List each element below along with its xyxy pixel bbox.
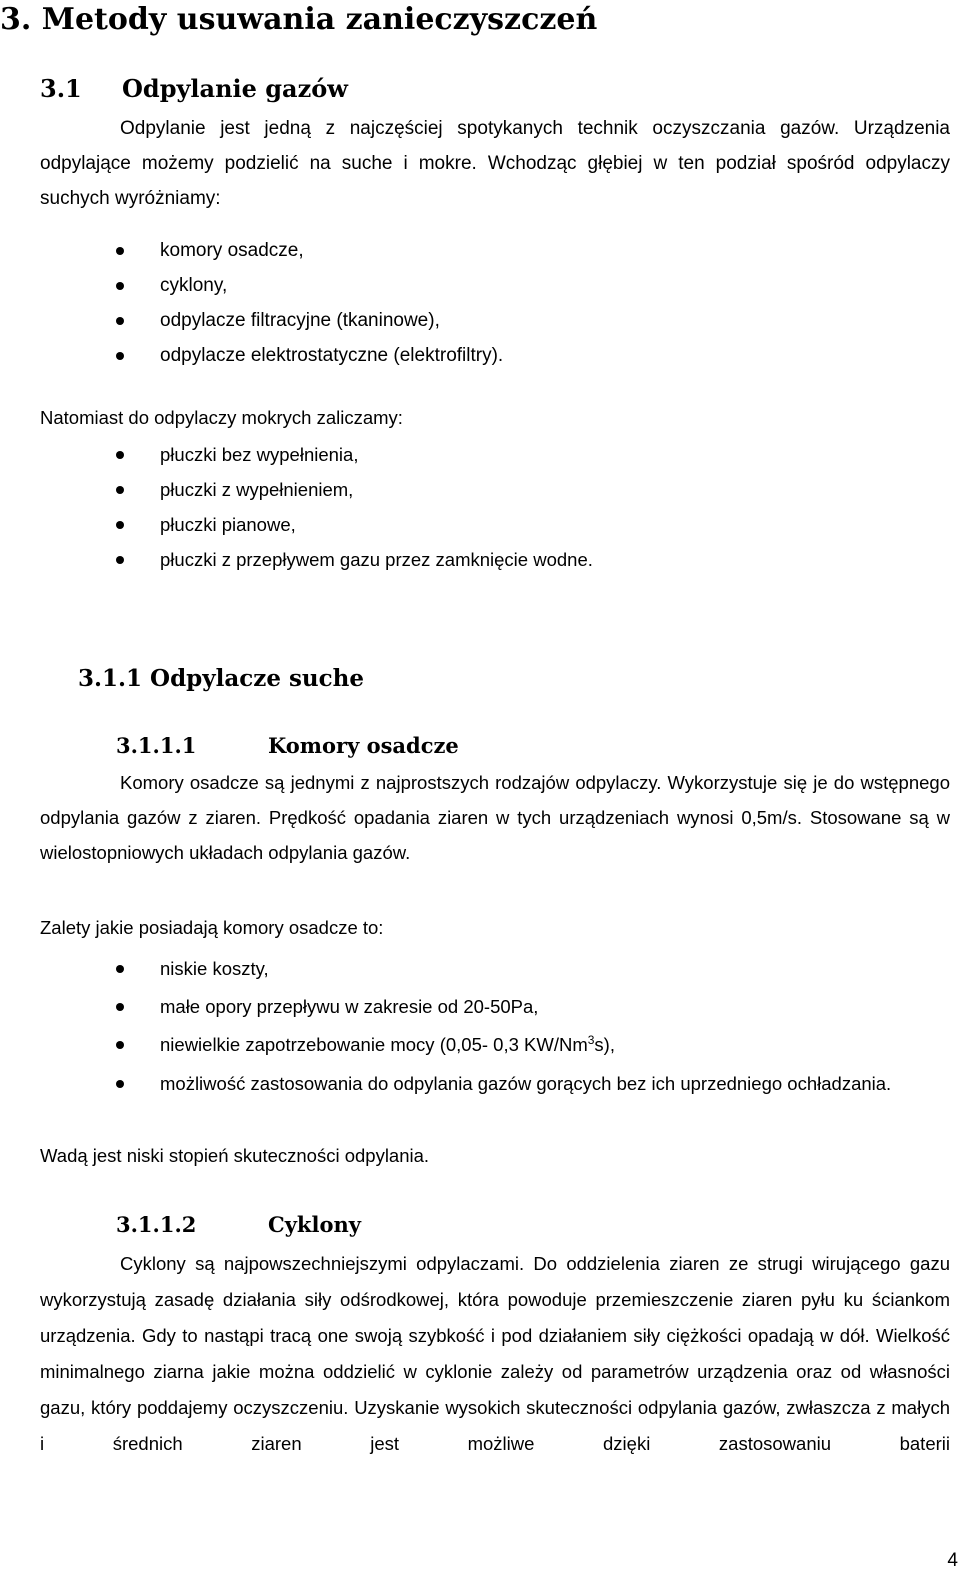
bullet-icon xyxy=(116,1041,124,1049)
section-heading xyxy=(40,72,348,106)
subsection-heading xyxy=(78,663,364,695)
wet-intro-paragraph: Natomiast do odpylaczy mokrych zaliczamy: xyxy=(40,407,403,428)
komory-title: Komory osadcze xyxy=(268,733,459,758)
bullet-icon xyxy=(116,965,124,973)
wet-dust-collectors-list xyxy=(0,437,950,577)
subsection-number: 3.1.1 xyxy=(78,665,143,692)
list-item: odpylacze filtracyjne (tkaninowe), xyxy=(0,303,950,338)
intro-paragraph: Odpylanie jest jedną z najczęściej spotykanych technik oczyszczania gazów. Urządzenia odpylające możemy podzielić na suche i mokre. Wchodząc głębiej w ten podział spośród odpylaczy suchych wyróżniamy: xyxy=(40,118,950,209)
komory-advantages-intro: Zalety jakie posiadają komory osadcze to: xyxy=(40,917,384,938)
subsection-title: Odpylacze suche xyxy=(150,665,364,692)
bullet-icon xyxy=(116,556,124,564)
cyklony-title: Cyklony xyxy=(268,1212,361,1237)
list-item: płuczki z wypełnieniem, xyxy=(0,472,950,507)
section-number: 3.1 xyxy=(40,74,82,103)
list-item: możliwość zastosowania do odpylania gazów gorących bez ich uprzedniego ochładzania. xyxy=(0,1064,950,1101)
komory-number: 3.1.1.1 xyxy=(116,733,197,758)
cyklony-paragraph: Cyklony są najpowszechniejszymi odpylaczami. Do oddzielenia ziaren ze strugi wirującego gazu wykorzystują zasadę działania siły odśrodkowej, która powoduje przemieszczenie ziaren pyłu ku ściankom urządzenia. Gdy to nastąpi tracą one swoją szybkość i pod działaniem siły ciężkości opadają w dół. Wielkość minimalnego ziarna jakie można oddzielić w cyklonie zależy od parametrów urządzenia oraz od własności gazu, który poddajemy oczyszczeniu. Uzyskanie wysokich skuteczności odpylania gazów, zwłaszcza z małych i średnich ziaren jest możliwe dzięki zastosowaniu baterii xyxy=(40,1253,950,1454)
cyklony-number: 3.1.1.2 xyxy=(116,1212,197,1237)
bullet-icon xyxy=(116,1003,124,1011)
section-title: Odpylanie gazów xyxy=(122,74,348,103)
bullet-icon xyxy=(116,1080,124,1088)
list-item: małe opory przepływu w zakresie od 20-50Pa, xyxy=(0,988,950,1026)
list-item: płuczki pianowe, xyxy=(0,507,950,542)
komory-heading xyxy=(116,731,459,761)
bullet-icon xyxy=(116,247,124,255)
page-number: 4 xyxy=(947,1550,958,1571)
bullet-icon xyxy=(116,521,124,529)
list-item: odpylacze elektrostatyczne (elektrofiltry). xyxy=(0,338,950,373)
list-item: niewielkie zapotrzebowanie mocy (0,05- 0,3 KW/Nm$^3$s), xyxy=(0,1026,950,1064)
chapter-heading: 3. Metody usuwania zanieczyszczeń xyxy=(0,2,598,37)
komory-paragraph: Komory osadcze są jednymi z najprostszych rodzajów odpylaczy. Wykorzystuje się je do wstępnego odpylania gazów z ziaren. Prędkość opadania ziaren w tych urządzeniach wynosi 0,5m/s. Stosowane są w wielostopniowych układach odpylania gazów. xyxy=(40,772,950,863)
bullet-icon xyxy=(116,451,124,459)
list-item: niskie koszty, xyxy=(0,950,950,988)
bullet-icon xyxy=(116,486,124,494)
bullet-icon xyxy=(116,352,124,360)
list-item: płuczki z przepływem gazu przez zamknięcie wodne. xyxy=(0,542,950,577)
cyklony-heading xyxy=(116,1210,361,1240)
list-item: cyklony, xyxy=(0,268,950,303)
komory-disadvantage: Wadą jest niski stopień skuteczności odpylania. xyxy=(40,1145,430,1166)
komory-advantages-list xyxy=(0,950,950,1101)
bullet-icon xyxy=(116,317,124,325)
list-item: komory osadcze, xyxy=(0,233,950,268)
bullet-icon xyxy=(116,282,124,290)
list-item: płuczki bez wypełnienia, xyxy=(0,437,950,472)
dry-dust-collectors-list xyxy=(0,233,950,373)
